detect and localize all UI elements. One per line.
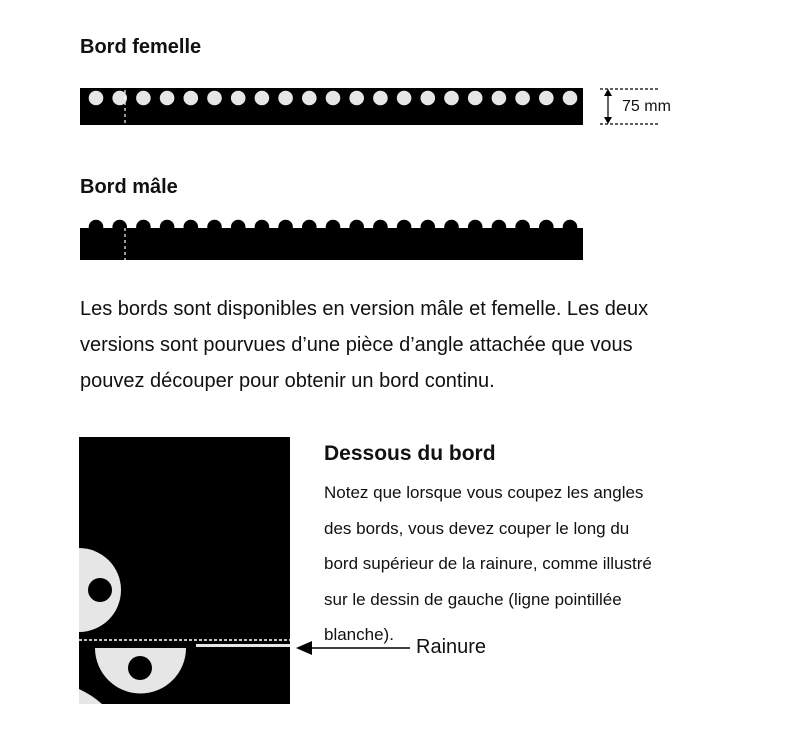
description-line: Les bords sont disponibles en version mâle et femelle. Les deux [80,298,649,320]
male-tab [468,220,483,235]
male-tab [515,220,530,235]
underside-bottom-hole [128,656,152,680]
female-hole [492,91,507,106]
male-edge-diagram [78,214,588,262]
female-hole [397,91,412,106]
male-tab [231,220,246,235]
male-edge-title: Bord mâle [80,176,178,198]
male-edge-tabs [89,220,578,235]
female-hole [207,91,222,106]
callout-arrow-icon [296,641,312,655]
underside-paragraph [324,475,744,653]
underside-line: blanche). [324,625,394,644]
female-hole [563,91,578,106]
female-hole [89,91,104,106]
female-hole [160,91,175,106]
groove [196,644,290,647]
dimension-arrow-up-icon [604,89,612,96]
male-tab [397,220,412,235]
rainure-label: Rainure [416,636,487,658]
male-tab [207,220,222,235]
female-hole [349,91,364,106]
underside-line: sur le dessin de gauche (ligne pointillée [324,589,622,609]
female-hole [468,91,483,106]
female-hole [231,91,246,106]
male-tab [539,220,554,235]
male-tab [255,220,270,235]
female-hole [421,91,436,106]
male-tab [160,220,175,235]
female-hole [255,91,270,106]
female-hole [302,91,317,106]
female-hole [184,91,199,106]
description-paragraph [80,291,760,399]
female-edge-diagram [78,84,698,130]
dimension-label: 75 mm [622,98,671,115]
male-tab [444,220,459,235]
dimension-arrow-down-icon [604,117,612,124]
female-hole [136,91,151,106]
male-tab [349,220,364,235]
underside-hole [88,578,112,602]
male-tab [89,220,104,235]
male-tab [302,220,317,235]
female-hole [539,91,554,106]
female-edge-holes [89,91,578,106]
male-tab [421,220,436,235]
description-line: versions sont pourvues d’une pièce d’angle attachée que vous [80,334,633,356]
female-edge-title: Bord femelle [80,36,202,58]
female-hole [326,91,341,106]
female-hole [444,91,459,106]
male-tab [184,220,199,235]
underside-illustration [78,436,294,706]
underside-line: Notez que lorsque vous coupez les angles [324,483,644,502]
male-tab [278,220,293,235]
underside-title: Dessous du bord [324,442,496,465]
rainure-callout [292,636,412,660]
female-hole [278,91,293,106]
female-hole [373,91,388,106]
male-tab [136,220,151,235]
underside-line: bord supérieur de la rainure, comme illustré [324,554,652,573]
male-tab [492,220,507,235]
description-line: pouvez découper pour obtenir un bord continu. [80,370,495,392]
male-tab [326,220,341,235]
male-tab [373,220,388,235]
underside-line: des bords, vous devez couper le long du [324,518,630,538]
male-tab [112,220,127,235]
female-hole [515,91,530,106]
male-tab [563,220,578,235]
